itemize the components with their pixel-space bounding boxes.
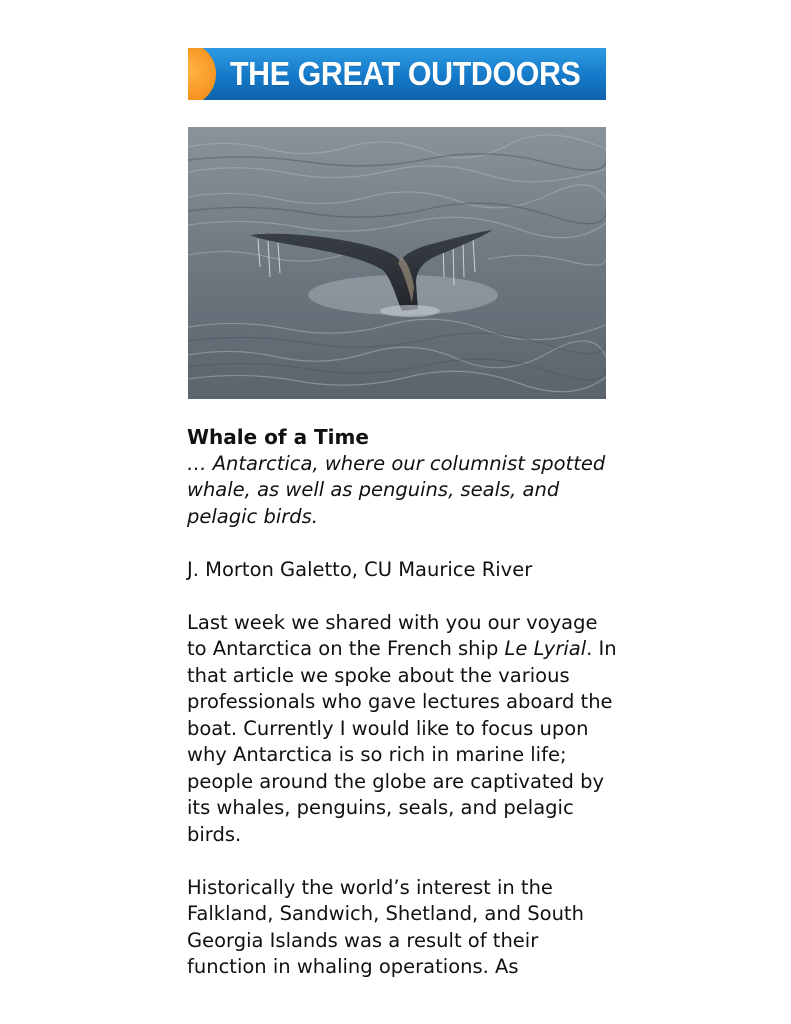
article-paragraph-2: Historically the world’s interest in the Falkland, Sandwich, Shetland, and South Georgia Islands was a result of their function in whaling operations. As [187,875,584,978]
header-banner [188,48,606,100]
article-paragraph-1 [187,610,617,849]
paragraph-1-text-end: . In that article we spoke about the various professionals who gave lectures aboard the boat. Currently I would like to focus upon why Antarctica is so rich in marine life; people around the globe are captivated by its whales, penguins, seals, and pelagic birds. [187,637,617,846]
ship-name: Le Lyrial [504,637,587,660]
whale-tail-photo [188,127,606,399]
article-body [187,424,617,981]
article-byline: J. Morton Galetto, CU Maurice River [187,557,533,581]
spacer [187,583,617,610]
paragraph-1-text-start: Last week we shared with you our voyage to Antarctica on the French ship [187,610,598,660]
sun-logo-icon [188,48,216,100]
article-title: Whale of a Time [187,425,369,449]
spacer [187,848,617,875]
article-deck: … Antarctica, where our columnist spotted whale, as well as penguins, seals, and pelagic birds. [187,451,606,528]
spacer [187,530,617,557]
banner-title: THE GREAT OUTDOORS [230,55,581,92]
